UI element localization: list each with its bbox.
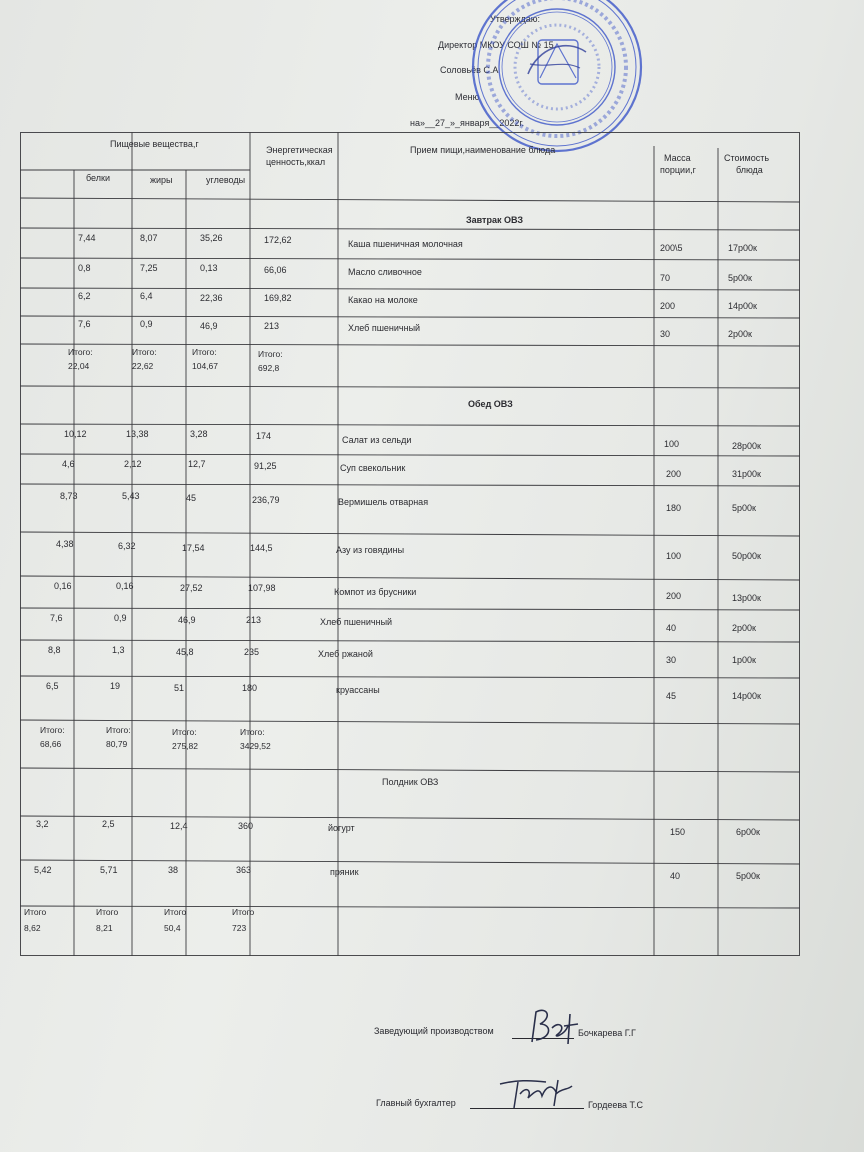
total-energy: 723 (232, 923, 247, 933)
table-row-cost: 5р00к (732, 503, 756, 513)
table-row-cell: 19 (110, 681, 121, 691)
total-label: Итого (232, 907, 255, 917)
table-row-cell: 8,73 (60, 491, 78, 501)
table-row-cell: 172,62 (264, 235, 292, 245)
table-row-cell: 91,25 (254, 461, 277, 471)
table-row-cell: 144,5 (250, 543, 273, 553)
table-row-cell: 0,9 (140, 319, 153, 329)
table-row-cost: 14р00к (728, 301, 757, 311)
table-row-dish: йогурт (328, 823, 355, 833)
table-row-cost: 5р00к (736, 871, 760, 881)
table-row-cell: 5,42 (34, 865, 52, 875)
table-row-cell: 7,44 (78, 233, 96, 243)
table-row-cell: 6,5 (46, 681, 59, 691)
table-row-cell: 17,54 (182, 543, 205, 553)
production-head-name: Бочкарева Г.Г (578, 1028, 636, 1038)
table-row-cost: 13р00к (732, 593, 761, 603)
table-row-cell: 45,8 (176, 647, 194, 657)
table-row-cell: 2,5 (102, 819, 115, 829)
table-row-cell: 5,43 (122, 491, 140, 501)
table-row-dish: Хлеб пшеничный (348, 323, 421, 333)
table-row-cell: 4,38 (56, 539, 74, 549)
table-row-cell: 6,2 (78, 291, 91, 301)
table-row-cell: 0,9 (114, 613, 127, 623)
production-head-label: Заведующий производством (374, 1026, 494, 1036)
table-row-mass: 30 (660, 329, 671, 339)
total-proteins: 22,04 (68, 361, 90, 371)
table-row-cost: 17р00к (728, 243, 757, 253)
director-name: Соловьёв С.А (440, 65, 499, 75)
table-row-cell: 7,6 (50, 613, 63, 623)
table-row-dish: Суп свекольник (340, 463, 406, 473)
table-row-dish: Вермишель отварная (338, 497, 429, 507)
table-row-cell: 174 (256, 431, 272, 441)
table-row-cost: 1р00к (732, 655, 756, 665)
total-label: Итого: (68, 347, 93, 357)
table-row-mass: 200 (666, 591, 682, 601)
total-label: Итого: (240, 727, 265, 737)
table-row-cell: 10,12 (64, 429, 87, 439)
energy-header-line1: Энергетическая (266, 145, 333, 155)
table-row-cell: 360 (238, 821, 254, 831)
table-row-cell: 6,32 (118, 541, 136, 551)
table-row-cell: 0,16 (116, 581, 134, 591)
proteins-header: белки (86, 173, 110, 183)
table-row-cell: 180 (242, 683, 258, 693)
total-proteins: 68,66 (40, 739, 62, 749)
cost-header-line2: блюда (736, 165, 763, 175)
table-row-cell: 46,9 (200, 321, 218, 331)
total-proteins: 8,62 (24, 923, 41, 933)
total-label: Итого (24, 907, 47, 917)
table-row-dish: Хлеб ржаной (318, 649, 373, 659)
table-row-cost: 50р00к (732, 551, 761, 561)
table-row-cost: 28р00к (732, 441, 761, 451)
table-row-mass: 45 (666, 691, 677, 701)
total-carbs: 104,67 (192, 361, 218, 371)
table-row-cell: 0,8 (78, 263, 91, 273)
total-label: Итого (164, 907, 187, 917)
table-row-cell: 51 (174, 683, 185, 693)
table-row-cell: 6,4 (140, 291, 153, 301)
total-fats: 8,21 (96, 923, 113, 933)
energy-header-line2: ценность,ккал (266, 157, 326, 167)
table-row-cell: 3,28 (190, 429, 208, 439)
menu-title: Меню (455, 92, 480, 102)
carbs-header: углеводы (206, 175, 246, 185)
total-carbs: 50,4 (164, 923, 181, 933)
accountant-signature-icon (496, 1076, 576, 1112)
table-row-cell: 2,12 (124, 459, 142, 469)
table-row-cell: 7,25 (140, 263, 158, 273)
table-row-cell: 12,4 (170, 821, 188, 831)
mass-header-line1: Масса (664, 153, 691, 163)
total-label: Итого: (172, 727, 197, 737)
table-row-cell: 1,3 (112, 645, 125, 655)
table-row-cell: 22,36 (200, 293, 223, 303)
total-label: Итого: (40, 725, 65, 735)
total-label: Итого: (132, 347, 157, 357)
total-energy: 3429,52 (240, 741, 271, 751)
table-row-mass: 150 (670, 827, 686, 837)
section-title-snack: Полдник ОВЗ (382, 777, 439, 787)
table-row-mass: 30 (666, 655, 677, 665)
table-row-dish: Какао на молоке (348, 295, 418, 305)
table-row-cost: 2р00к (728, 329, 752, 339)
table-row-cell: 27,52 (180, 583, 203, 593)
table-row-mass: 100 (666, 551, 682, 561)
table-row-cost: 2р00к (732, 623, 756, 633)
total-label: Итого: (192, 347, 217, 357)
table-row-cell: 7,6 (78, 319, 91, 329)
total-fats: 80,79 (106, 739, 128, 749)
table-row-cell: 38 (168, 865, 179, 875)
table-row-dish: Каша пшеничная молочная (348, 239, 463, 249)
table-row-cost: 14р00к (732, 691, 761, 701)
table-row-mass: 40 (670, 871, 681, 881)
table-row-dish: пряник (330, 867, 359, 877)
table-row-cell: 169,82 (264, 293, 292, 303)
table-row-mass: 200 (660, 301, 676, 311)
menu-table (20, 132, 800, 956)
table-row-cell: 8,07 (140, 233, 158, 243)
table-row-dish: Хлеб пшеничный (320, 617, 393, 627)
table-row-cell: 0,16 (54, 581, 72, 591)
table-row-cell: 213 (264, 321, 280, 331)
table-row-cell: 13,38 (126, 429, 149, 439)
table-row-cell: 12,7 (188, 459, 206, 469)
table-row-cell: 35,26 (200, 233, 223, 243)
table-row-dish: Салат из сельди (342, 435, 412, 445)
table-row-cell: 213 (246, 615, 262, 625)
section-title-lunch: Обед ОВЗ (468, 399, 513, 409)
total-label: Итого: (106, 725, 131, 735)
total-label: Итого: (258, 349, 283, 359)
table-row-cell: 3,2 (36, 819, 49, 829)
approval-label: Утверждаю: (490, 14, 541, 24)
accountant-name: Гордеева Т.С (588, 1100, 644, 1110)
total-fats: 22,62 (132, 361, 154, 371)
table-row-mass: 180 (666, 503, 682, 513)
table-row-cell: 46,9 (178, 615, 196, 625)
table-row-dish: Компот из брусники (334, 587, 417, 597)
table-row-mass: 100 (664, 439, 680, 449)
table-row-cell: 66,06 (264, 265, 287, 275)
section-title-breakfast: Завтрак ОВЗ (466, 215, 523, 225)
total-energy: 692,8 (258, 363, 280, 373)
table-row-mass: 70 (660, 273, 671, 283)
production-head-signature-icon (522, 1004, 586, 1050)
fats-header: жиры (150, 175, 173, 185)
menu-date: на»__27_»_января__2022г. (410, 118, 525, 128)
table-row-cell: 107,98 (248, 583, 276, 593)
table-row-cost: 6р00к (736, 827, 760, 837)
table-row-cell: 8,8 (48, 645, 61, 655)
meal-header: Прием пищи,наименование блюда (410, 145, 556, 155)
total-label: Итого (96, 907, 119, 917)
table-row-cost: 5р00к (728, 273, 752, 283)
table-row-cell: 45 (186, 493, 197, 503)
director-title: Директор МКОУ СОШ № 15 (438, 40, 554, 50)
table-row-cell: 235 (244, 647, 260, 657)
table-row-cell: 0,13 (200, 263, 218, 273)
total-carbs: 275,82 (172, 741, 198, 751)
table-row-mass: 40 (666, 623, 677, 633)
table-row-cell: 4,6 (62, 459, 75, 469)
mass-header-line2: порции,г (660, 165, 696, 175)
table-row-dish: круассаны (336, 685, 380, 695)
nutrients-header: Пищевые вещества,г (110, 139, 199, 149)
table-row-cost: 31р00к (732, 469, 761, 479)
table-row-cell: 236,79 (252, 495, 280, 505)
table-row-cell: 363 (236, 865, 252, 875)
cost-header-line1: Стоимость (724, 153, 770, 163)
table-row-dish: Азу из говядины (336, 545, 405, 555)
table-row-mass: 200\5 (660, 243, 683, 253)
table-row-dish: Масло сливочное (348, 267, 422, 277)
table-row-cell: 5,71 (100, 865, 118, 875)
accountant-label: Главный бухгалтер (376, 1098, 456, 1108)
table-row-mass: 200 (666, 469, 682, 479)
